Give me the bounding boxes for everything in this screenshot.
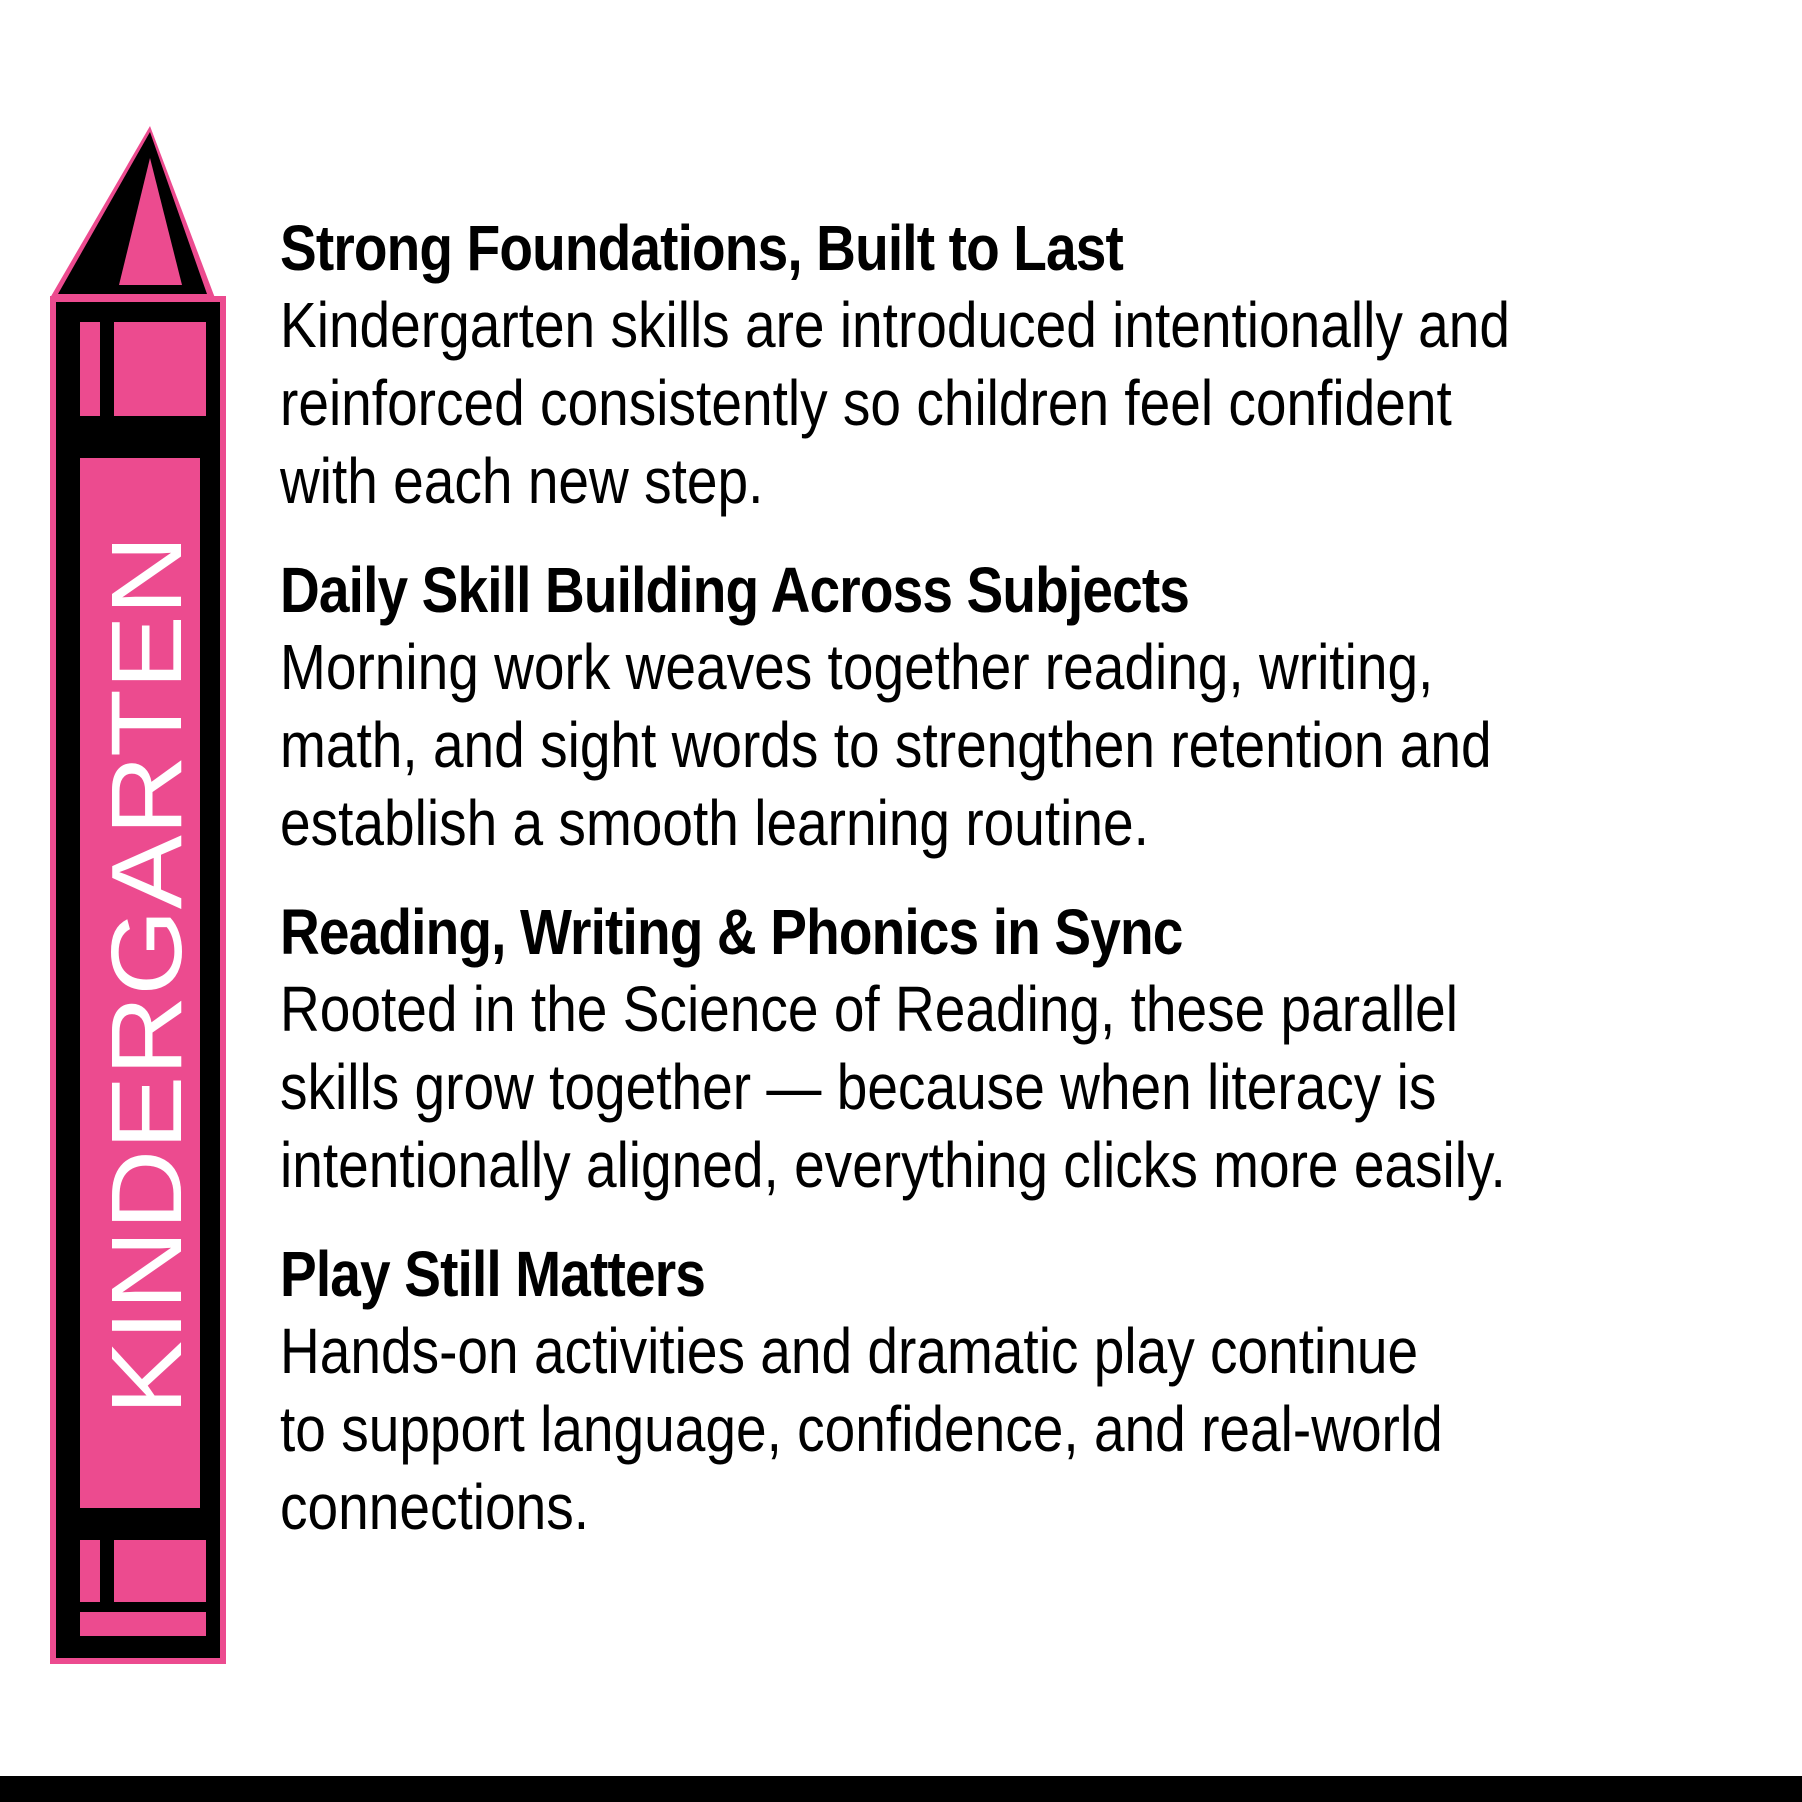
- section-heading: Play Still Matters: [280, 1238, 706, 1310]
- section-text-line: skills grow together — because when literacy is: [280, 1051, 1437, 1123]
- section-text-line: establish a smooth learning routine.: [280, 787, 1149, 859]
- content-column: [280, 210, 1740, 1578]
- section-heading: Reading, Writing & Phonics in Sync: [280, 896, 1183, 968]
- section-foundations: [280, 210, 1740, 520]
- crayon-stripe: [114, 322, 206, 416]
- section-text-line: Morning work weaves together reading, writing,: [280, 631, 1434, 703]
- section-text-line: math, and sight words to strengthen retention and: [280, 709, 1492, 781]
- section-text-line: to support language, confidence, and real-world: [280, 1393, 1443, 1465]
- section-text-line: with each new step.: [280, 445, 764, 517]
- section-text-line: connections.: [280, 1471, 590, 1543]
- crayon-stripe: [80, 1612, 206, 1636]
- crayon-label: KINDERGARTEN: [91, 622, 203, 1415]
- crayon-stripe: [114, 1540, 206, 1602]
- section-daily-skills: [280, 552, 1740, 862]
- section-text-line: intentionally aligned, everything clicks more easily.: [280, 1129, 1506, 1201]
- crayon-stripe: [80, 1540, 100, 1602]
- section-heading: Daily Skill Building Across Subjects: [280, 554, 1190, 626]
- section-reading-writing: [280, 894, 1740, 1204]
- section-text-line: Hands-on activities and dramatic play continue: [280, 1315, 1419, 1387]
- section-heading: Strong Foundations, Built to Last: [280, 212, 1123, 284]
- section-play: [280, 1236, 1740, 1546]
- bottom-bar: [0, 1776, 1802, 1802]
- section-text-line: reinforced consistently so children feel confident: [280, 367, 1452, 439]
- crayon-stripe: [80, 322, 100, 416]
- section-text-line: Kindergarten skills are introduced intentionally and: [280, 289, 1510, 361]
- section-text-line: Rooted in the Science of Reading, these parallel: [280, 973, 1459, 1045]
- crayon-illustration: [0, 0, 260, 1700]
